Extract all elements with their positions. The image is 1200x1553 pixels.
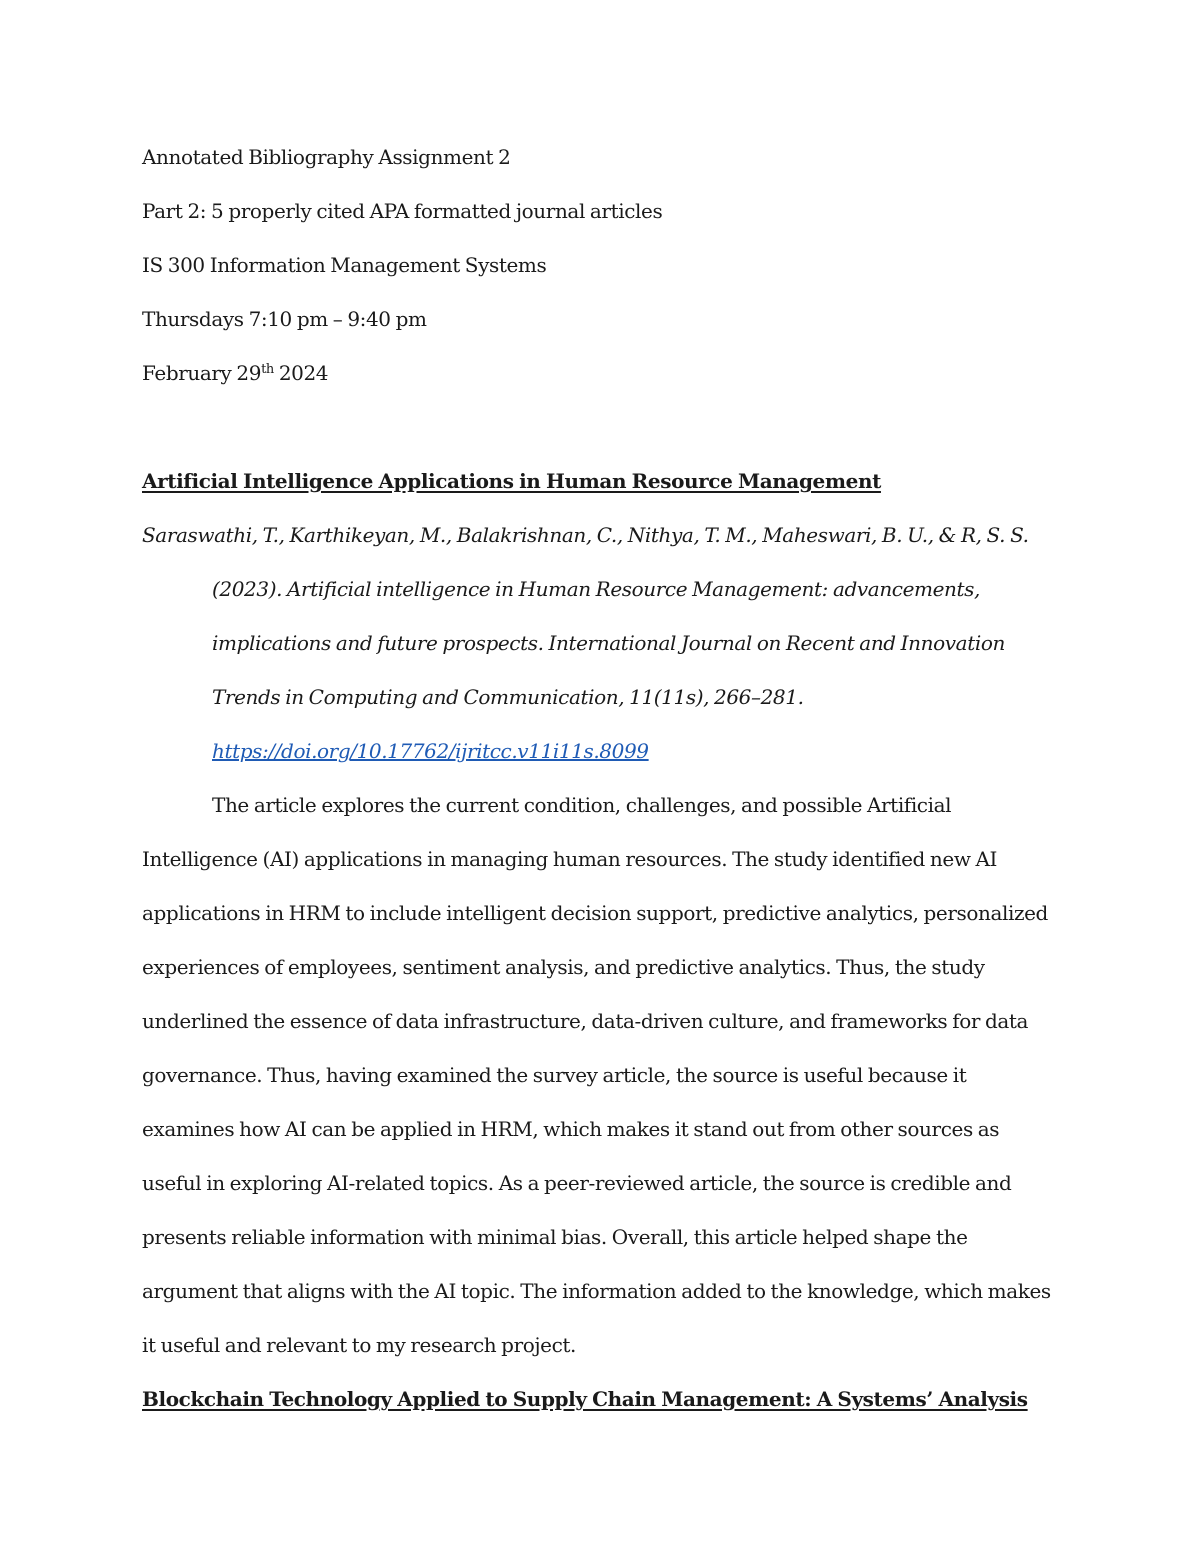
annotation-paragraph: The article explores the current condition, challenges, and possible Artificial Intelligence (AI) applications in managing human resources. The study identified new AI applications in HRM to include intelligent decision support, predictive analytics, personalized experiences of employees, sentiment analysis, and predictive analytics. Thus, the study underlined the essence of data infrastructure, data-driven culture, and frameworks for data governance. Thus, having examined the survey article, the source is useful because it examines how AI can be applied in HRM, which makes it stand out from other sources as useful in exploring AI-related topics. As a peer-reviewed article, the source is credible and presents reliable information with minimal bias. Overall, this article helped shape the argument that aligns with the AI topic. The information added to the knowledge, which makes it useful and relevant to my research project. [142, 793, 1051, 1357]
doi-link[interactable]: https://doi.org/10.17762/ijritcc.v11i11s.8099 [212, 739, 649, 763]
blank-line [142, 400, 1054, 454]
citation-text: Saraswathi, T., Karthikeyan, M., Balakrishnan, C., Nithya, T. M., Maheswari, B. U., & R, S. S. (2023). Artificial intelligence in Human Resource Management: advancements, implications and future prospects. International Journal on Recent and Innovation Trends in Computing and Communication, 11(11s), 266–281. [142, 523, 1029, 709]
class-schedule: Thursdays 7:10 pm – 9:40 pm [142, 307, 427, 331]
date-month-day: February 29 [142, 361, 262, 385]
document-body [142, 130, 1054, 1426]
section-heading-ai-hrm: Artificial Intelligence Applications in Human Resource Management [142, 469, 881, 493]
submission-date [142, 346, 1054, 400]
citation-saraswathi-2023 [142, 508, 1054, 778]
assignment-title: Annotated Bibliography Assignment 2 [142, 145, 511, 169]
assignment-part: Part 2: 5 properly cited APA formatted journal articles [142, 199, 663, 223]
date-ordinal-suffix: th [261, 362, 274, 377]
date-year: 2024 [273, 361, 329, 385]
course-name: IS 300 Information Management Systems [142, 253, 547, 277]
section-heading-blockchain: Blockchain Technology Applied to Supply Chain Management: A Systems’ Analysis [142, 1387, 1028, 1411]
